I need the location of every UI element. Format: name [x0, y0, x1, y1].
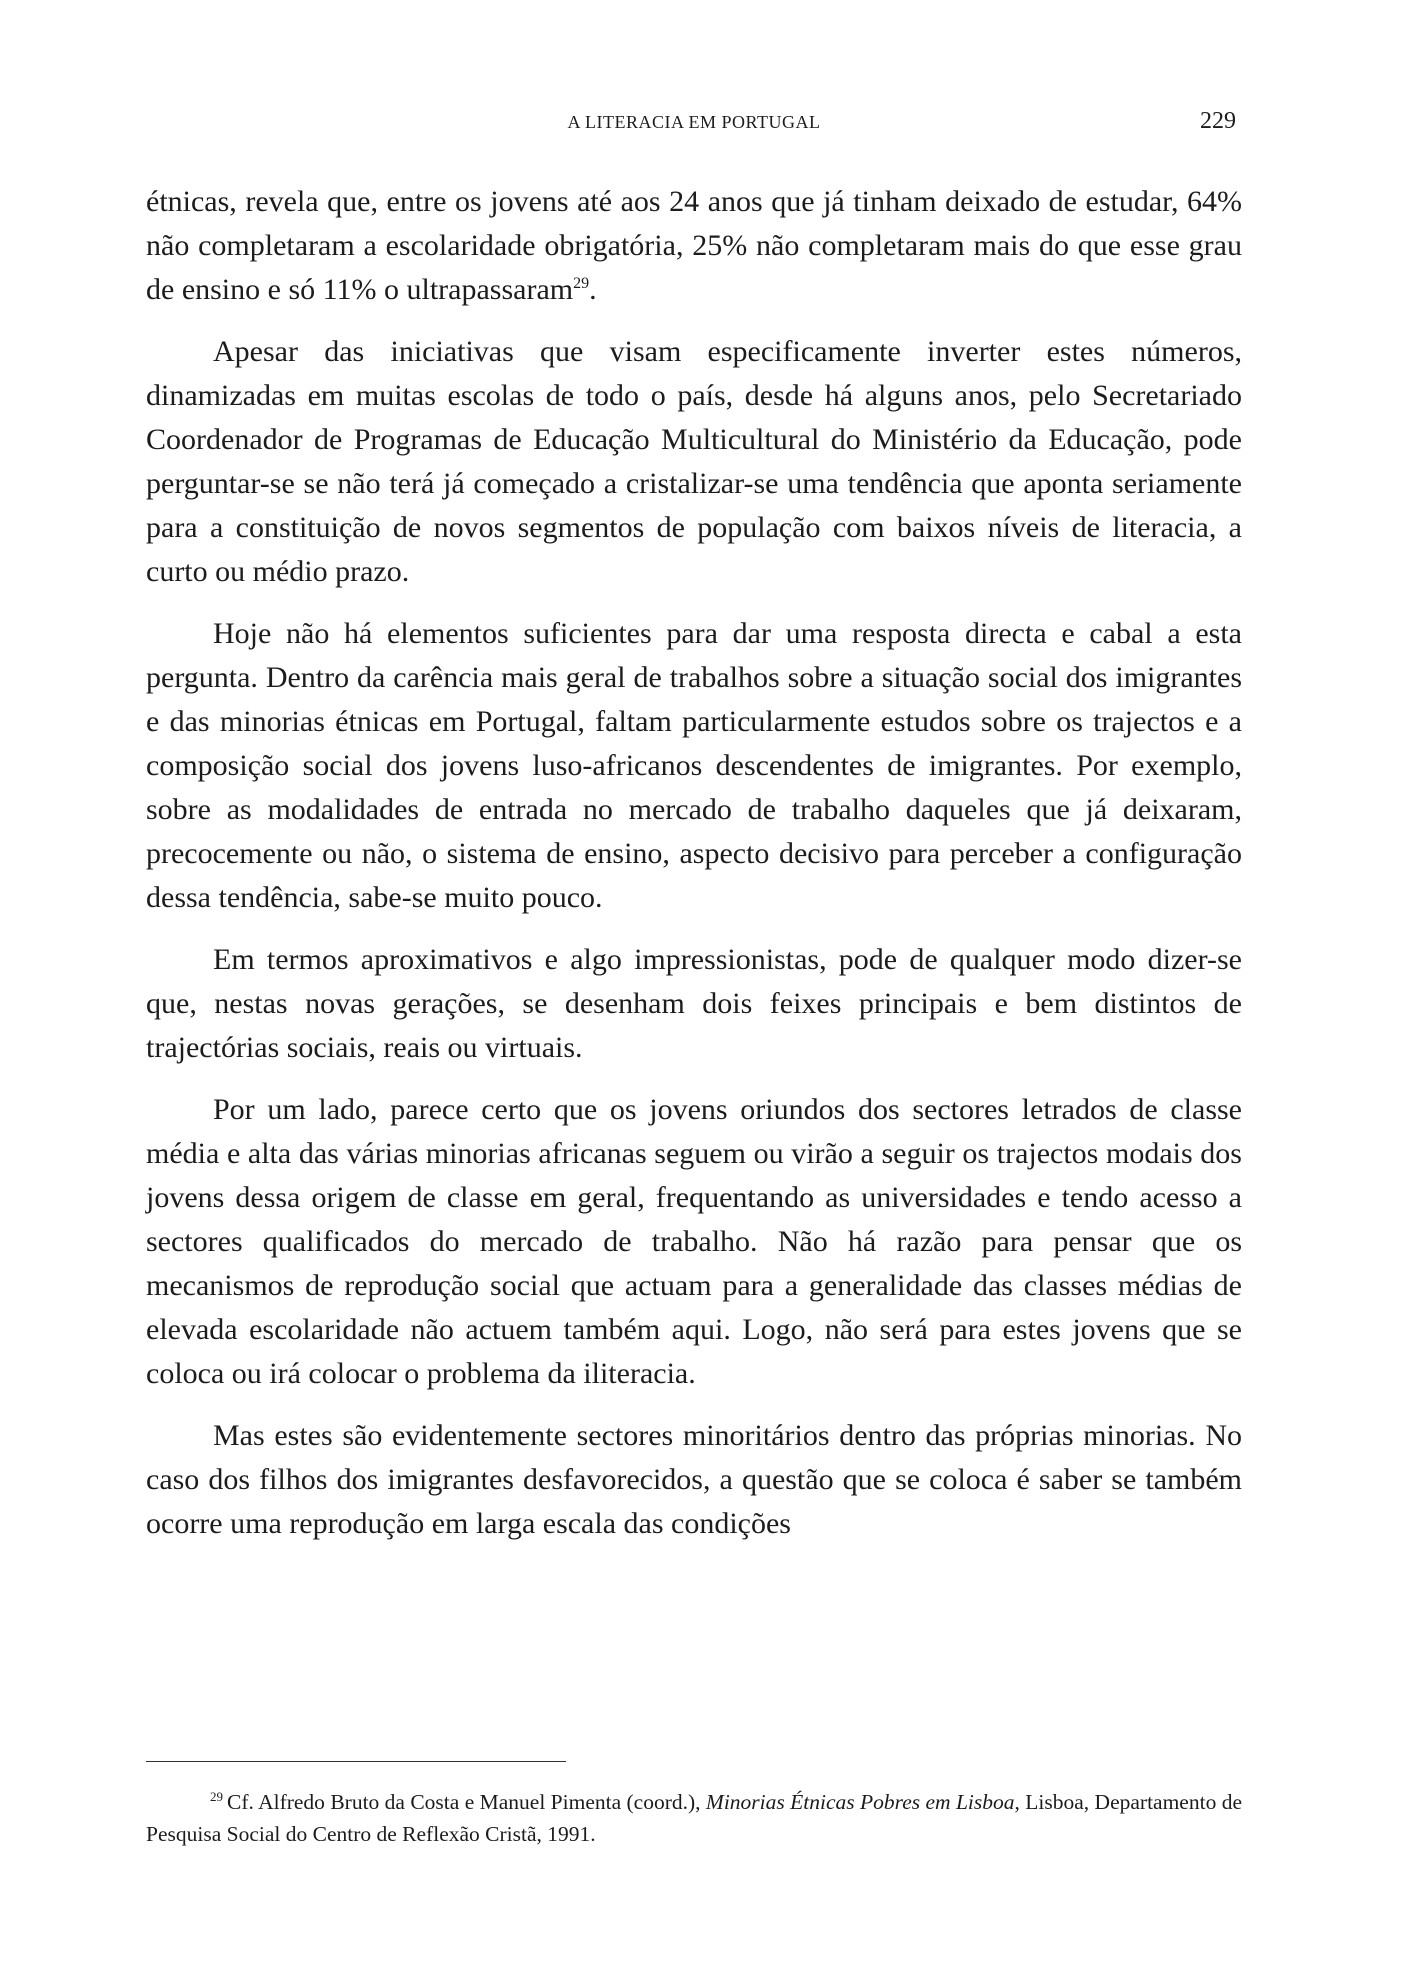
running-head: [146, 108, 1242, 142]
paragraph-6: Mas estes são evidentemente sectores minoritários dentro das próprias minorias. No caso dos filhos dos imigrantes desfavorecidos, a questão que se coloca é saber se também ocorre uma reprodução em larga escala das condições: [146, 1419, 1242, 1540]
paragraph-1-text: étnicas, revela que, entre os jovens até aos 24 anos que já tinham deixado de estudar, 64% não completaram a escolaridade obrigatória, 25% não completaram mais do que esse grau de ensino e só 11% o ultrapassaram: [146, 185, 1242, 306]
paragraph-3: Hoje não há elementos suficientes para dar uma resposta directa e cabal a esta pergunta. Dentro da carência mais geral de trabalhos sobre a situação social dos imigrantes e das minorias étnicas em Portugal, faltam particularmente estudos sobre os trajectos e a composição social dos jovens luso-africanos descendentes de imigrantes. Por exemplo, sobre as modalidades de entrada no mercado de trabalho daqueles que já deixaram, precocemente ou não, o sistema de ensino, aspecto decisivo para perceber a configuração dessa tendência, sabe-se muito pouco.: [146, 617, 1242, 914]
running-title: A LITERACIA EM PORTUGAL: [567, 112, 821, 132]
page-number: 229: [1200, 108, 1236, 134]
footnote-divider: [146, 1761, 566, 1762]
footnote-number: 29: [210, 1788, 223, 1804]
paragraph-2: Apesar das iniciativas que visam especificamente inverter estes números, dinamizadas em muitas escolas de todo o país, desde há alguns anos, pelo Secretariado Coordenador de Programas de Educação Multicultural do Ministério da Educação, pode perguntar-se se não terá já começado a cristalizar-se uma tendência que aponta seriamente para a constituição de novos segmentos de população com baixos níveis de literacia, a curto ou médio prazo.: [146, 335, 1242, 588]
paragraph-1: [146, 180, 1242, 312]
paragraph-4: Em termos aproximativos e algo impressionistas, pode de qualquer modo dizer-se que, nestas novas gerações, se desenham dois feixes principais e bem distintos de trajectórias sociais, reais ou virtuais.: [146, 943, 1242, 1064]
body-text: [146, 180, 1242, 1564]
footnote-29: [146, 1786, 1242, 1850]
footnote-suffix: , Lisboa, Departamento de Pesquisa Social do Centro de Reflexão Cristã, 1991.: [146, 1790, 1242, 1846]
footnote-book-title: Minorias Étnicas Pobres em Lisboa: [705, 1790, 1015, 1814]
footnotes: [146, 1786, 1242, 1850]
paragraph-1-tail: .: [589, 273, 597, 306]
footnote-prefix: Cf. Alfredo Bruto da Costa e Manuel Pimenta (coord.),: [227, 1790, 706, 1814]
footnote-ref-29[interactable]: 29: [573, 275, 590, 292]
paragraph-5: Por um lado, parece certo que os jovens oriundos dos sectores letrados de classe média e alta das várias minorias africanas seguem ou virão a seguir os trajectos modais dos jovens dessa origem de classe em geral, frequentando as universidades e tendo acesso a sectores qualificados do mercado de trabalho. Não há razão para pensar que os mecanismos de reprodução social que actuam para a generalidade das classes médias de elevada escolaridade não actuem também aqui. Logo, não será para estes jovens que se coloca ou irá colocar o problema da iliteracia.: [146, 1093, 1242, 1390]
